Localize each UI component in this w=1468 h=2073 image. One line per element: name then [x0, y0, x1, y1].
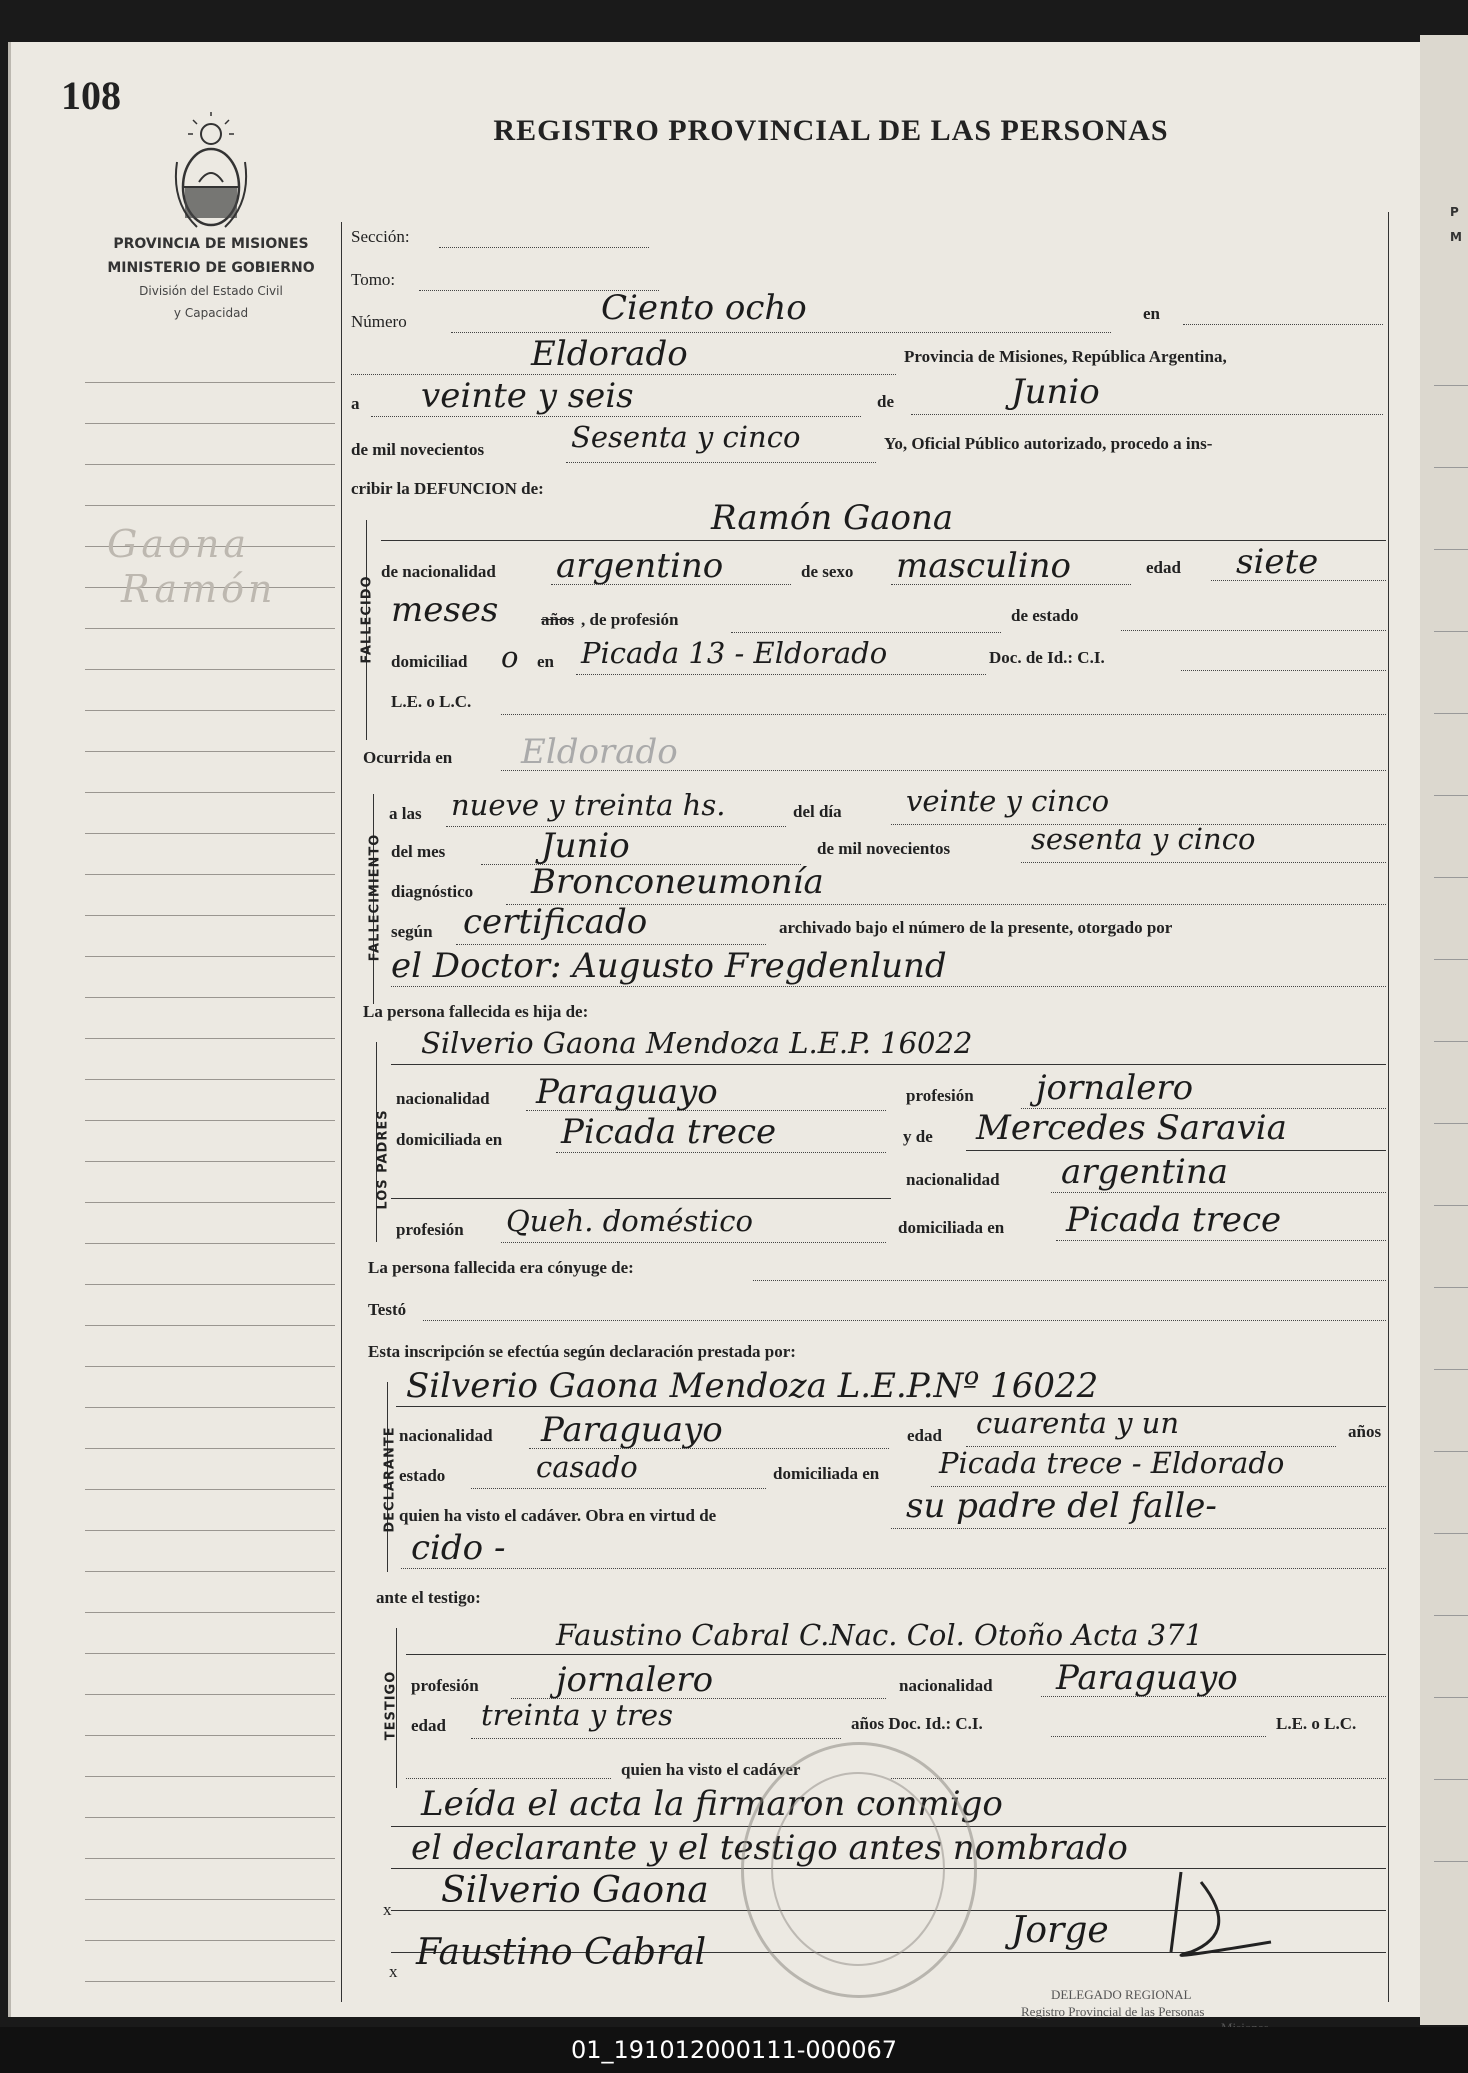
margin-rule	[85, 1243, 335, 1244]
adjacent-page-rule	[1434, 795, 1468, 796]
margin-rule	[85, 423, 335, 424]
margin-rule	[85, 1571, 335, 1572]
margin-note-surname: Gaona	[107, 522, 251, 566]
adjacent-page-rule	[1434, 1779, 1468, 1780]
margin-rule	[85, 1776, 335, 1777]
domicilio-value: Picada 13 - Eldorado	[581, 636, 888, 670]
declarante-value: Silverio Gaona Mendoza L.E.P.Nº 16022	[406, 1366, 1099, 1406]
estado-label: de estado	[1011, 606, 1079, 625]
margin-rule	[85, 1448, 335, 1449]
padre-dom-value: Picada trece	[561, 1112, 777, 1152]
margin-rule	[85, 1694, 335, 1695]
image-id-footer: 01_191012000111-000067	[0, 2027, 1468, 2073]
conyuge-label: La persona fallecida era cónyuge de:	[368, 1258, 634, 1277]
side-label-fallecido: FALLECIDO	[359, 575, 375, 664]
decl-estado-label: estado	[399, 1466, 446, 1485]
doctor-value: el Doctor: Augusto Fregdenlund	[391, 946, 947, 986]
adjacent-page-rule	[1434, 713, 1468, 714]
leida-line-1: Leída el acta la firmaron conmigo	[421, 1784, 1003, 1824]
decl-dom-value: Picada trece - Eldorado	[939, 1446, 1285, 1480]
seccion-field	[439, 247, 649, 248]
side-label-testigo: TESTIGO	[383, 1670, 399, 1741]
adjacent-page-rule	[1434, 877, 1468, 878]
dia-f-value: veinte y cinco	[906, 784, 1110, 818]
signature-oficial: Jorge	[1011, 1910, 1109, 1951]
madre-dom-label: domiciliada en	[898, 1218, 1005, 1237]
adjacent-page-rule	[1434, 631, 1468, 632]
le-lc-label: L.E. o L.C.	[391, 692, 472, 711]
margin-rule	[85, 1899, 335, 1900]
test-prof-value: jornalero	[556, 1660, 714, 1700]
a-label: a	[351, 394, 360, 413]
testigo-value: Faustino Cabral C.Nac. Col. Otoño Acta 371	[556, 1618, 1203, 1652]
numero-label: Número	[351, 312, 407, 331]
provincia-label: Provincia de Misiones, República Argentina,	[904, 347, 1227, 366]
anos-label: años	[541, 610, 575, 629]
stamp-registro: Registro Provincial de las Personas	[1021, 2004, 1205, 2019]
margin-rule	[85, 1325, 335, 1326]
padre-value: Silverio Gaona Mendoza L.E.P. 16022	[421, 1026, 973, 1060]
side-label-fallecimiento: FALLECIMIENTO	[367, 833, 383, 962]
edad-value-1: siete	[1236, 542, 1319, 582]
ocurrida-value: Eldorado	[521, 732, 678, 772]
sexo-value: masculino	[896, 546, 1072, 586]
adjacent-page-rule	[1434, 467, 1468, 468]
adjacent-page-rule	[1434, 1369, 1468, 1370]
decl-estado-value: casado	[536, 1450, 638, 1484]
segun-label: según	[391, 922, 433, 941]
margin-rule	[85, 1817, 335, 1818]
margin-rule	[85, 669, 335, 670]
anio-value: Sesenta y cinco	[571, 420, 801, 454]
margin-rule	[85, 1038, 335, 1039]
dia-value: veinte y seis	[421, 376, 634, 416]
anos-doc-label: años Doc. Id.: C.I.	[851, 1714, 983, 1733]
padre-dom-label: domiciliada en	[396, 1130, 503, 1149]
adjacent-page-rule	[1434, 549, 1468, 550]
persona-hija-label: La persona fallecida es hija de:	[363, 1002, 589, 1021]
margin-rule	[85, 1612, 335, 1613]
adjacent-page-rule	[1434, 385, 1468, 386]
adjacent-page-rule	[1434, 1615, 1468, 1616]
margin-rule	[85, 956, 335, 957]
madre-value: Mercedes Saravia	[976, 1108, 1287, 1148]
margin-note-name: Ramón	[121, 567, 277, 611]
test-edad-label: edad	[411, 1716, 446, 1735]
ante-testigo-label: ante el testigo:	[376, 1588, 481, 1607]
hora-value: nueve y treinta hs.	[451, 788, 726, 822]
adjacent-page-rule	[1434, 1533, 1468, 1534]
a-las-label: a las	[389, 804, 422, 823]
obra-value: su padre del falle-	[906, 1486, 1217, 1526]
obra-value-2: cido -	[411, 1528, 506, 1568]
stamp-delegado: DELEGADO REGIONAL	[1051, 1987, 1192, 2002]
lugar-value: Eldorado	[531, 334, 688, 374]
le-o-lc-label: L.E. o L.C.	[1276, 1714, 1357, 1733]
adjacent-page-rule	[1434, 1287, 1468, 1288]
document-title: REGISTRO PROVINCIAL DE LAS PERSONAS	[493, 114, 1169, 147]
anio-f-value: sesenta y cinco	[1031, 822, 1256, 856]
test-edad-value: treinta y tres	[481, 1698, 673, 1732]
del-mes-label: del mes	[391, 842, 446, 861]
margin-rule	[85, 464, 335, 465]
madre-nac-value: argentina	[1061, 1152, 1229, 1192]
x-mark-1: x	[383, 1900, 392, 1919]
madre-nac-label: nacionalidad	[906, 1170, 1000, 1189]
adjacent-page-rule	[1434, 1861, 1468, 1862]
mes-value: Junio	[1011, 372, 1100, 412]
decl-nac-label: nacionalidad	[399, 1426, 493, 1445]
x-mark-2: x	[389, 1962, 398, 1981]
margin-rule	[85, 1940, 335, 1941]
numero-value: Ciento ocho	[601, 288, 807, 328]
decl-anos-label: años	[1348, 1422, 1382, 1441]
margin-rule	[85, 792, 335, 793]
adjacent-page-rule	[1434, 1205, 1468, 1206]
margin-rule	[85, 1489, 335, 1490]
padre-nac-value: Paraguayo	[536, 1072, 718, 1112]
coat-of-arms-icon	[171, 112, 251, 232]
adjacent-page-rule	[1434, 1123, 1468, 1124]
doc-id-label: Doc. de Id.: C.I.	[989, 648, 1105, 667]
right-vertical-rule	[1388, 212, 1389, 2002]
decl-nac-value: Paraguayo	[541, 1410, 723, 1450]
domicilio-o-value: o	[501, 640, 519, 674]
margin-rule	[85, 1079, 335, 1080]
margin-rule	[85, 382, 335, 383]
diagnostico-value: Bronconeumonía	[531, 862, 824, 902]
en-label: en	[1143, 304, 1160, 323]
quien-visto2-label: quien ha visto el cadáver	[621, 1760, 801, 1779]
nacionalidad-value: argentino	[556, 546, 724, 586]
padre-prof-label: profesión	[906, 1086, 974, 1105]
margin-rule	[85, 1735, 335, 1736]
quien-visto-label: quien ha visto el cadáver. Obra en virtud de	[399, 1506, 717, 1525]
adjacent-page-rule	[1434, 1451, 1468, 1452]
margin-rule	[85, 1858, 335, 1859]
decl-edad-label: edad	[907, 1426, 942, 1445]
madre-dom-value: Picada trece	[1066, 1200, 1282, 1240]
margin-rule	[85, 833, 335, 834]
tomo-label: Tomo:	[351, 270, 396, 289]
margin-rule	[85, 874, 335, 875]
edad-value-2: meses	[391, 590, 499, 630]
margin-rule	[85, 1981, 335, 1982]
leida-line-2: el declarante y el testigo antes nombrado	[411, 1828, 1128, 1868]
margin-rule	[85, 710, 335, 711]
margin-rule	[85, 1653, 335, 1654]
margin-rule	[85, 751, 335, 752]
register-page	[8, 42, 1420, 2017]
seccion-label: Sección:	[351, 227, 410, 246]
nombre-value: Ramón Gaona	[711, 498, 954, 538]
inscripcion-label: Esta inscripción se efectúa según declaración prestada por:	[368, 1342, 796, 1361]
cribir-label: cribir la DEFUNCION de:	[351, 479, 544, 498]
del-dia-label: del día	[793, 802, 842, 821]
test-nac-label: nacionalidad	[899, 1676, 993, 1695]
side-label-padres: LOS PADRES	[375, 1109, 391, 1210]
side-label-declarante: DECLARANTE	[382, 1426, 398, 1533]
margin-rule	[85, 1366, 335, 1367]
margin-rule	[85, 1530, 335, 1531]
decl-edad-value: cuarenta y un	[976, 1406, 1180, 1440]
padre-prof-value: jornalero	[1036, 1068, 1194, 1108]
en-domicilio-label: en	[537, 652, 554, 671]
archivado-label: archivado bajo el número de la presente, otorgado por	[779, 918, 1173, 937]
madre-prof-value: Queh. doméstico	[506, 1204, 753, 1238]
segun-value: certificado	[463, 902, 648, 942]
ocurrida-label: Ocurrida en	[363, 748, 453, 767]
y-de-label: y de	[903, 1127, 933, 1146]
ministry-block: PROVINCIA DE MISIONES MINISTERIO DE GOBIERNO División del Estado Civil y Capacidad	[107, 236, 315, 320]
testo-label: Testó	[368, 1300, 407, 1319]
decl-dom-label: domiciliada en	[773, 1464, 880, 1483]
edad-label: edad	[1146, 558, 1181, 577]
margin-rule	[85, 1161, 335, 1162]
signature-declarante: Silverio Gaona	[441, 1870, 709, 1911]
margin-rule	[85, 628, 335, 629]
main-vertical-rule	[341, 222, 342, 2002]
margin-rule	[85, 505, 335, 506]
diagnostico-label: diagnóstico	[391, 882, 474, 901]
margin-rule	[85, 997, 335, 998]
madre-prof-label: profesión	[396, 1220, 464, 1239]
de-mil-f-label: de mil novecientos	[817, 839, 951, 858]
test-nac-value: Paraguayo	[1056, 1658, 1238, 1698]
adjacent-page-rule	[1434, 1697, 1468, 1698]
profesion-label: , de profesión	[581, 610, 679, 629]
margin-rule	[85, 1407, 335, 1408]
signature-testigo: Faustino Cabral	[416, 1932, 707, 1973]
mes-f-value: Junio	[541, 826, 630, 866]
domiciliado-label: domiciliad	[391, 652, 468, 671]
adjacent-page-edge: P M	[1420, 35, 1468, 2025]
sexo-label: de sexo	[801, 562, 854, 581]
page-number: 108	[61, 73, 121, 118]
adjacent-page-rule	[1434, 1041, 1468, 1042]
margin-rule	[85, 1120, 335, 1121]
de-mil-label: de mil novecientos	[351, 440, 485, 459]
margin-rule	[85, 915, 335, 916]
nacionalidad-label: de nacionalidad	[381, 562, 496, 581]
margin-rule	[85, 1202, 335, 1203]
oficial-label: Yo, Oficial Público autorizado, procedo a ins-	[884, 434, 1213, 453]
padre-nac-label: nacionalidad	[396, 1089, 490, 1108]
adjacent-page-rule	[1434, 959, 1468, 960]
signature-flourish-icon	[1061, 1862, 1321, 1972]
de-label: de	[877, 392, 894, 411]
margin-rule	[85, 1284, 335, 1285]
test-prof-label: profesión	[411, 1676, 479, 1695]
